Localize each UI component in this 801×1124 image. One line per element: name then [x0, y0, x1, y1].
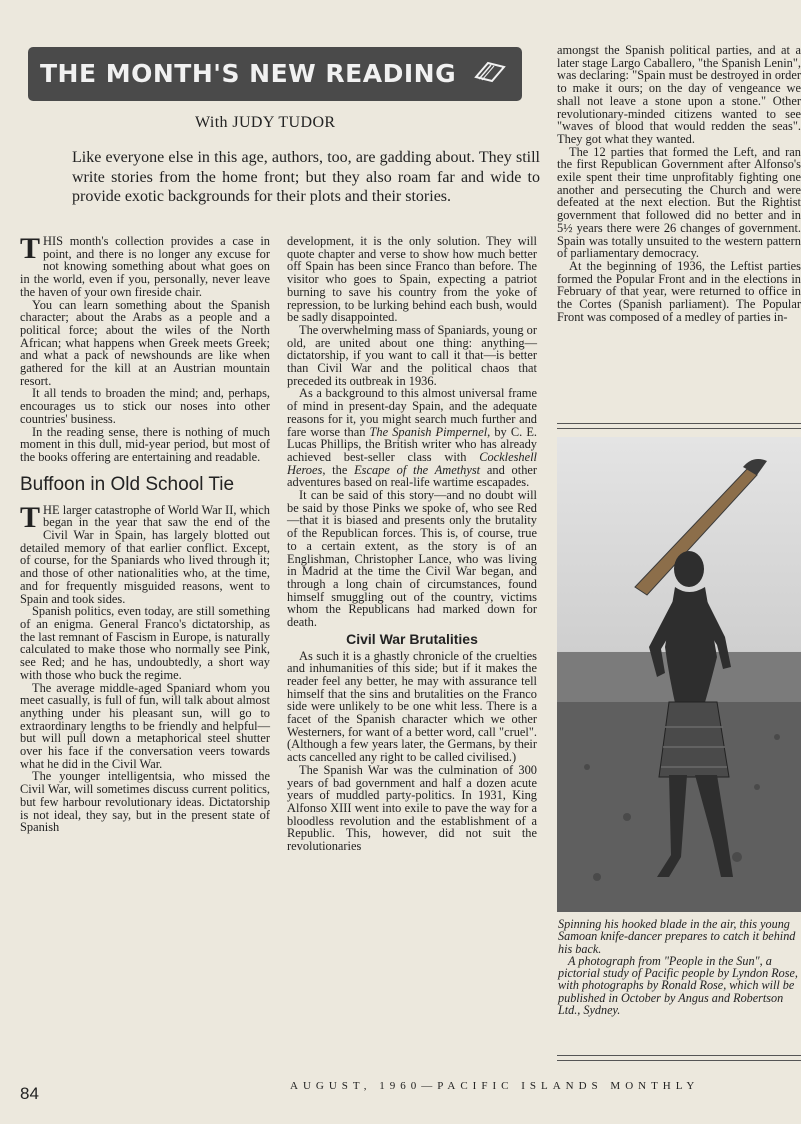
book-title: The Spanish Pimpernel	[369, 424, 488, 439]
caption-paragraph: A photograph from "People in the Sun", a pictorial study of Pacific people by Lyndon Rose, with photographs by Ronald Rose, which will be published in October by Angus and Robertson Ltd., Sydney.	[558, 953, 798, 1018]
paragraph	[20, 232, 270, 299]
paragraph	[287, 387, 537, 489]
paragraph-text: and other adventures based on real-life wartime escapades.	[287, 462, 538, 490]
drop-cap: T	[20, 500, 41, 534]
paragraph: As such it is a ghastly chronicle of the cruelties and inhumanities of this side; but if it makes the reader feel any better, he may with assurance tell himself that the sins and brutalities on the Franco side were unlikely to be one whit less. There is a facet of the Spanish character which we other Westerners, for want of a better word, call "cruel". (Although a few years later, the Germans, by their acts cancelled any right to be called civilised.)	[287, 648, 537, 765]
book-title: Cockleshell Heroes	[287, 449, 537, 477]
paragraph: At the beginning of 1936, the Leftist parties formed the Popular Front and in the elections in February of that year, were returned to office in the Cortes (Spanish parliament). The Popular Front was composed of a medley of parties in-	[557, 258, 801, 324]
paragraph-text: , by C. E. Lucas Phillips, the British writer who has already achieved best-seller class with	[287, 424, 537, 464]
book-title: Escape of the Amethyst	[354, 462, 481, 477]
paragraph-text: As a background to this almost universal frame of mind in present-day Spain, and the adequate reasons for it, you might search much further and fare worse than	[287, 386, 537, 439]
photo-caption	[558, 918, 801, 1016]
column-1	[20, 232, 270, 835]
subheading: Buffoon in Old School Tie	[20, 473, 235, 495]
paragraph: The overwhelming mass of Spaniards, young or old, are united about one thing: anything—dictatorship, if you want to call it that—is better than Civil War and the political chaos that preceded its outbreak in 1936.	[287, 322, 537, 388]
paragraph	[20, 500, 270, 606]
paragraph: You can learn something about the Spanish character; about the Arabs as a people and a political force; about the wiles of the North African; what happens when Greek meets Greek; and what a pack of newshounds are like when gathered for the kill at an Austrian mountain resort.	[20, 297, 270, 388]
section-banner	[30, 49, 520, 99]
subheading: Civil War Brutalities	[346, 630, 478, 647]
samoan-knife-dancer-photo	[557, 437, 801, 912]
paragraph: development, it is the only solution. They will quote chapter and verse to show how much better off Spain has been since Franco than before. The visitor who goes to Spain, expecting a patriot burning to save his country from the yoke of repression, to be lurking behind each bush, would be sadly disappointed.	[287, 234, 537, 325]
paragraph-text: HIS month's collection provides a case in point, and there is no longer any excuse for not knowing something about what goes on in the world, even if you, personally, never leave the haven of your own fireside chair.	[20, 234, 270, 299]
byline: With JUDY TUDOR	[195, 114, 336, 131]
paragraph: It can be said of this story—and no doubt will be said by those Pinks we spoke of, who see Red—that it is biased and presents only the brutality of the Republican forces. This is, of course, true to a certain extent, as the story is of an Englishman, Christopher Lance, who was living in Madrid at the time the Civil War began, and through a long chain of circumstances, found himself smuggling out of the country, victims whom the Republicans had marked down for death.	[287, 488, 537, 630]
paragraph: The average middle-aged Spaniard whom you meet casually, is full of fun, will talk about almost anything under his pleasant sun, will go to extraordinary lengths to be friendly and helpful—but will pull down a metaphorical steel shutter over his face if the conversation veers towards what he did in the Civil War.	[20, 680, 270, 771]
section-title: THE MONTH'S NEW READING	[40, 59, 457, 88]
page-number: 84	[20, 1084, 39, 1103]
drop-cap: T	[20, 232, 41, 265]
paragraph: The younger intelligentsia, who missed the Civil War, will sometimes discuss current politics, but few harbour revolutionary ideas. Dictatorship is not ideal, they say, but in the present state of Spanish	[20, 769, 270, 835]
divider	[557, 1055, 801, 1061]
book-icon	[473, 50, 507, 100]
paragraph: It all tends to broaden the mind; and, perhaps, encourages us to stick our noses into other countries' business.	[20, 386, 270, 426]
paragraph-text: HE larger catastrophe of World War II, which began in the year that saw the end of the Civil War in Spain, has largely blotted out detailed memory of that earlier conflict. Except, of course, for the Spaniards who lived through it; and those of other nationalities who, at the time, and for frequently misguided reasons, went to Spain and took sides.	[20, 502, 270, 606]
paragraph: In the reading sense, there is nothing of much moment in this dull, mid-year period, but most of the books offering are entertaining and readable.	[20, 424, 270, 464]
running-footer: AUGUST, 1960—PACIFIC ISLANDS MONTHLY	[290, 1080, 700, 1092]
column-2	[287, 235, 537, 853]
paragraph: amongst the Spanish political parties, and at a later stage Largo Caballero, "the Spanish Lenin", was declaring: "Spain must be destroyed in order to make it ours; on the day of vengeance we shall not leave a stone upon a stone." Other revolutionary-minded citizens wanted to see "waves of blood that would redden the seas". They got what they wanted.	[557, 43, 801, 146]
paragraph: The 12 parties that formed the Left, and ran the first Republican Government after Alfonso's exile spent their time unprofitably fighting one another and persecuting the Church and were defeated at the next election. But the Rightist government that followed did no better and in 5½ years there were 26 changes of government. Spain was totally unsuited to the western pattern of parliamentary democracy.	[557, 144, 801, 261]
paragraph: The Spanish War was the culmination of 300 years of bad government and half a dozen acute years of muddled party-politics. In 1931, King Alfonso XIII went into exile to pave the way for a bloodless revolution and the establishment of a Republic. This, however, did not suit the revolutionaries	[287, 762, 537, 854]
divider	[557, 423, 801, 429]
caption-paragraph: Spinning his hooked blade in the air, this young Samoan knife-dancer prepares to catch it behind his back.	[558, 917, 796, 956]
intro-paragraph: Like everyone else in this age, authors, too, are gadding about. They still write stories from the home front; but they also roam far and wide to provide exotic backgrounds for their plots and their stories.	[72, 149, 540, 205]
column-3	[557, 44, 801, 323]
paragraph: Spanish politics, even today, are still something of an enigma. General Franco's dictatorship, as the last remnant of Fascism in Europe, is naturally calculated to make those who normally see Pink, see Red; and he has, undoubtedly, a short way with those who buck the regime.	[20, 604, 270, 682]
paragraph-text: , the	[322, 462, 355, 477]
